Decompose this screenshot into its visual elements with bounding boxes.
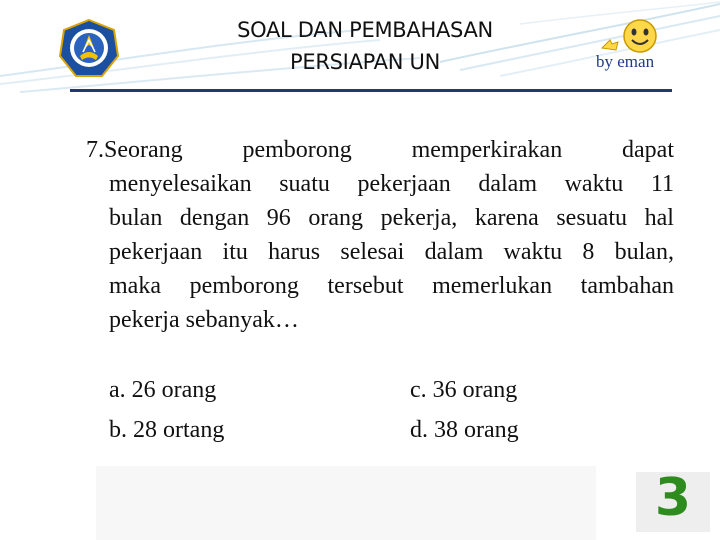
question-word: 96: [266, 205, 291, 231]
question-word: orang: [308, 205, 364, 231]
question-word: pemborong: [189, 273, 299, 299]
question-word: dengan: [179, 205, 250, 231]
title-line-2: PERSIAPAN UN: [290, 50, 440, 74]
option-c: c. 36 orang: [410, 377, 518, 403]
author-byline: by eman: [596, 52, 655, 71]
question-word: hal: [644, 205, 674, 231]
question-word: 7.Seorang: [86, 137, 183, 163]
question-word: maka: [109, 273, 161, 299]
tut-wuri-handayani-logo: [58, 18, 120, 80]
question-word: dalam: [424, 239, 484, 265]
option-b: b. 28 ortang: [109, 417, 225, 443]
question-number: 7.: [86, 137, 104, 163]
question-word: pekerjaan: [109, 239, 203, 265]
page-number: 3: [654, 468, 692, 528]
question-line-3: [86, 201, 674, 235]
question-word: 11: [650, 171, 674, 197]
question-word: bulan: [109, 205, 163, 231]
question-word: pekerja,: [380, 205, 458, 231]
question-word: menyelesaikan: [109, 171, 252, 197]
question-word: memerlukan: [432, 273, 553, 299]
question-word: dapat: [622, 137, 674, 163]
question-line-4: [86, 235, 674, 269]
bottom-panel: [96, 466, 596, 540]
option-a: a. 26 orang: [109, 377, 217, 403]
question-word: waktu: [564, 171, 624, 197]
question-word: memperkirakan: [411, 137, 563, 163]
question-word: sesuatu: [556, 205, 627, 231]
question-word: selesai: [340, 239, 405, 265]
question-word: pekerjaan: [357, 171, 451, 197]
question-word: itu: [222, 239, 248, 265]
header-divider: [70, 89, 672, 92]
question-word: tersebut: [327, 273, 404, 299]
question-word: 8: [582, 239, 595, 265]
question-line-5: [86, 269, 674, 303]
title-line-1: SOAL DAN PEMBAHASAN: [237, 18, 493, 42]
question-text: [86, 133, 674, 337]
page-title: [190, 14, 540, 78]
question-word: dalam: [478, 171, 537, 197]
question-word: tambahan: [580, 273, 674, 299]
question-line-6: pekerja sebanyak…: [109, 307, 299, 333]
question-word: suatu: [279, 171, 330, 197]
question-word: waktu: [503, 239, 563, 265]
question-word: karena: [474, 205, 539, 231]
question-word: bulan,: [614, 239, 674, 265]
question-line-2: [86, 167, 674, 201]
option-d: d. 38 orang: [410, 417, 519, 443]
question-word: pemborong: [242, 137, 352, 163]
question-word: harus: [268, 239, 321, 265]
question-line-1: [86, 133, 674, 167]
